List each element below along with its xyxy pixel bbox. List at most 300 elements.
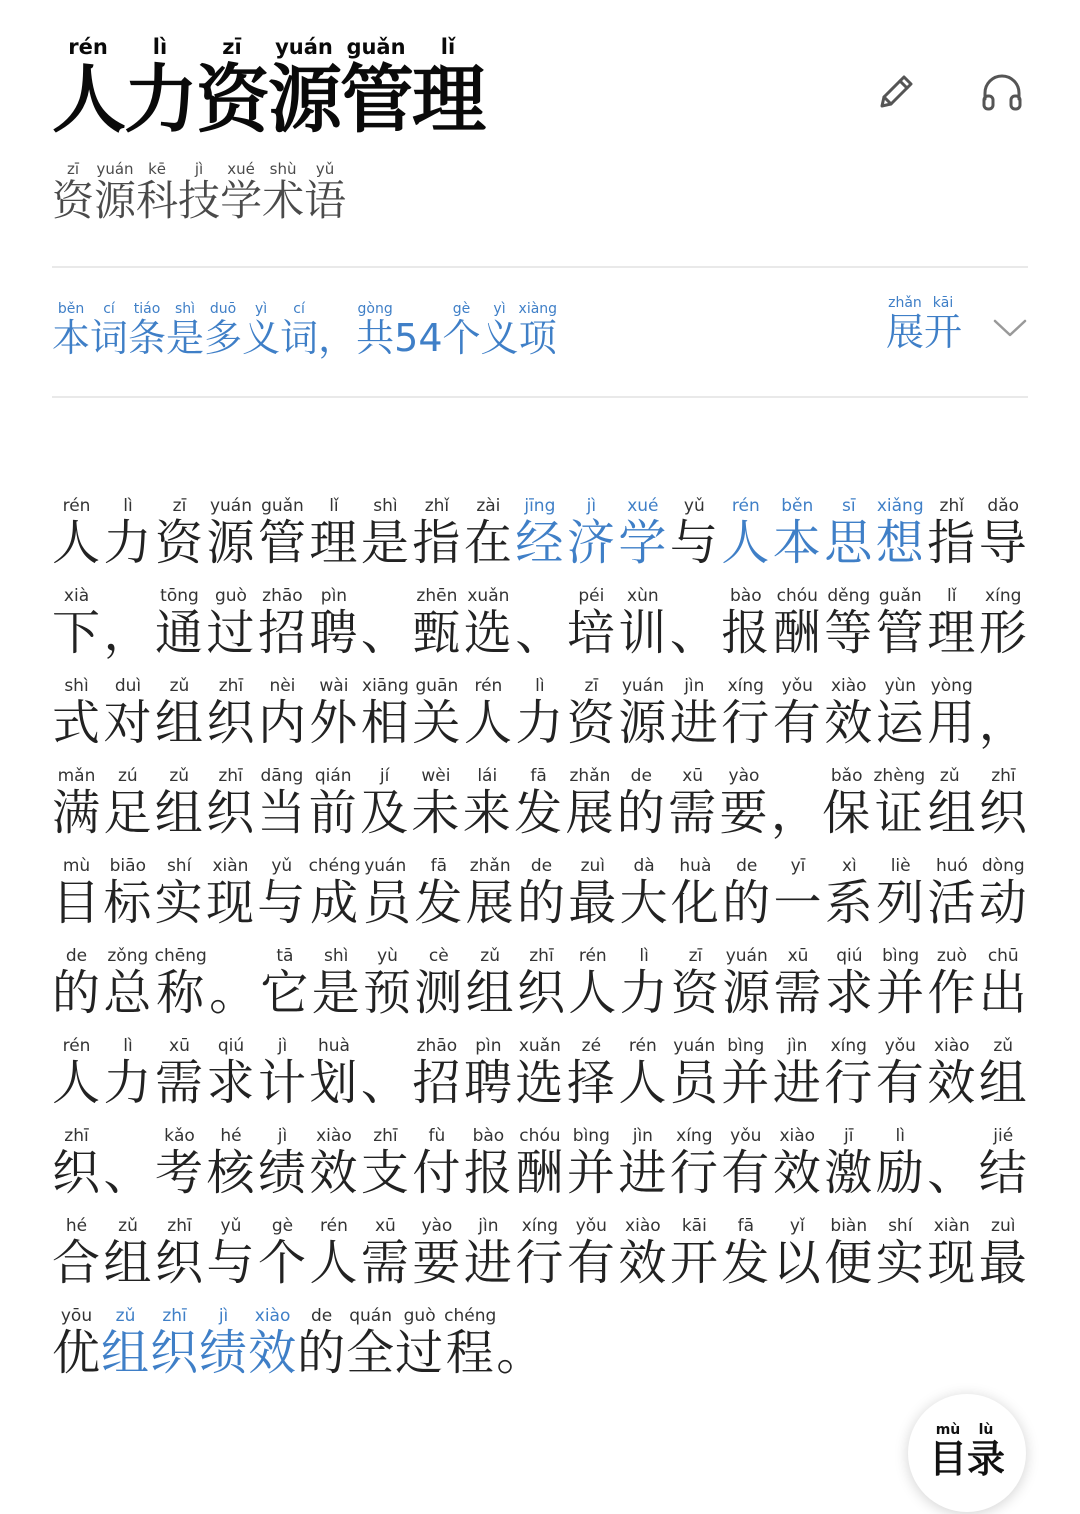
char: 预yù: [363, 946, 415, 1022]
char: 、: [515, 605, 567, 662]
char: 技jì: [178, 160, 221, 225]
pinyin: rén: [309, 1216, 359, 1237]
pinyin: yù: [363, 946, 413, 967]
char: 学xué: [220, 160, 263, 225]
char: 有yǒu: [721, 1126, 773, 1202]
pinyin: xuǎn: [463, 586, 513, 607]
pinyin: jìn: [772, 1036, 822, 1057]
char: 多duō: [204, 301, 243, 361]
pinyin: tiáo: [128, 301, 167, 318]
pinyin: shì: [166, 301, 205, 318]
char: 源yuán: [206, 496, 258, 572]
pinyin: yuán: [618, 676, 668, 697]
char: 效xiào: [824, 676, 876, 752]
pinyin: dòng: [978, 856, 1028, 877]
edit-pencil-icon[interactable]: [870, 66, 922, 118]
pinyin: fā: [514, 766, 564, 787]
char: 付fù: [412, 1126, 464, 1202]
char: 需xū: [154, 1036, 207, 1112]
char: 织zhī: [154, 1216, 207, 1292]
divider: [52, 396, 1028, 398]
char: 展zhǎn: [885, 295, 924, 355]
char: 发fā: [721, 1216, 773, 1292]
pinyin: fā: [414, 856, 464, 877]
char: 称chēng: [154, 946, 207, 1022]
pinyin: jì: [199, 1306, 249, 1327]
pinyin: zhī: [52, 1126, 102, 1147]
pinyin: xū: [668, 766, 718, 787]
link-char[interactable]: 济jì: [566, 496, 619, 572]
pinyin: zǔ: [154, 766, 204, 787]
char: 目mù: [928, 1422, 967, 1481]
char: 用yòng: [927, 676, 979, 752]
pinyin: yǒu: [772, 676, 822, 697]
char: 展zhǎn: [565, 766, 617, 842]
link-char[interactable]: 本běn: [772, 496, 825, 572]
pinyin: xiàn: [205, 856, 255, 877]
pinyin: yǒu: [566, 1216, 616, 1237]
pinyin: xué: [220, 160, 263, 178]
char: 指zhǐ: [412, 496, 464, 572]
pinyin: yǒu: [721, 1126, 771, 1147]
char: 训xùn: [618, 586, 670, 662]
char: 管guǎn: [875, 586, 928, 662]
char: 活huó: [927, 856, 979, 932]
pinyin: de: [616, 766, 666, 787]
pinyin: zhī: [154, 1216, 204, 1237]
char: 需xū: [360, 1216, 413, 1292]
char: 资zī: [196, 35, 268, 143]
char: 织zhī: [516, 946, 569, 1022]
pinyin: yǔ: [206, 1216, 256, 1237]
char: 未wèi: [411, 766, 463, 842]
char: 对duì: [103, 676, 155, 752]
pinyin: jìn: [669, 676, 719, 697]
char: 现xiàn: [205, 856, 258, 932]
pinyin: péi: [566, 586, 616, 607]
pinyin: liè: [876, 856, 926, 877]
pinyin: lì: [103, 496, 153, 517]
polysemy-text[interactable]: [52, 302, 557, 362]
char: 内nèi: [257, 676, 310, 752]
char: 激jī: [824, 1126, 876, 1202]
char: 的de: [297, 1306, 347, 1382]
char: 资zī: [670, 946, 723, 1022]
pinyin: xià: [52, 586, 102, 607]
pinyin: jìn: [463, 1216, 513, 1237]
pinyin: jí: [360, 766, 410, 787]
pinyin: xiào: [618, 1216, 668, 1237]
pinyin: zhī: [206, 676, 256, 697]
char: 支zhī: [360, 1126, 413, 1202]
char: 的de: [516, 856, 569, 932]
char: 及jí: [360, 766, 412, 842]
pinyin: yuán: [206, 496, 256, 517]
pinyin: lǐ: [412, 35, 484, 59]
pinyin: xué: [618, 496, 668, 517]
char: 总zǒng: [103, 946, 155, 1022]
expand-label: [886, 296, 962, 356]
pinyin: bìng: [876, 946, 926, 967]
pinyin: shì: [360, 496, 410, 517]
pinyin: xíng: [515, 1216, 565, 1237]
link-char[interactable]: 人rén: [721, 496, 773, 572]
pinyin: jīng: [515, 496, 565, 517]
char: 行xíng: [824, 1036, 876, 1112]
char: 实shí: [875, 1216, 928, 1292]
pinyin: zài: [463, 496, 513, 517]
pinyin: kāi: [923, 295, 962, 312]
pinyin: dāng: [257, 766, 307, 787]
char: 招zhāo: [412, 1036, 464, 1112]
char: 织zhī: [978, 766, 1028, 842]
char: 选xuǎn: [515, 1036, 567, 1112]
pinyin: wài: [309, 676, 359, 697]
char: 人rén: [52, 35, 124, 143]
pinyin: lái: [462, 766, 512, 787]
pinyin: zǔ: [925, 766, 975, 787]
pinyin: shù: [262, 160, 305, 178]
link-char[interactable]: 思sī: [824, 496, 876, 572]
pinyin: shì: [52, 676, 102, 697]
char: 并bìng: [721, 1036, 773, 1112]
char: 选xuǎn: [463, 586, 516, 662]
pinyin: yòng: [927, 676, 977, 697]
char: 酬chóu: [515, 1126, 567, 1202]
pinyin: rén: [568, 946, 618, 967]
pinyin: kāi: [669, 1216, 719, 1237]
char: 科kē: [136, 160, 179, 225]
pinyin: zhǐ: [927, 496, 977, 517]
pinyin: rén: [52, 496, 102, 517]
char: 管guǎn: [340, 35, 412, 143]
subtitle: [52, 162, 1028, 224]
pinyin: dǎo: [978, 496, 1028, 517]
pinyin: de: [297, 1306, 347, 1327]
char: 测cè: [414, 946, 466, 1022]
char: 开kāi: [669, 1216, 722, 1292]
char: 满mǎn: [52, 766, 104, 842]
char: 考kǎo: [154, 1126, 207, 1202]
char: 理lǐ: [412, 35, 484, 143]
char: 标biāo: [103, 856, 155, 932]
char: 力lì: [619, 946, 671, 1022]
char: 与yǔ: [669, 496, 722, 572]
char: 力lì: [103, 496, 155, 572]
char: 过guò: [206, 586, 258, 662]
char: 行xíng: [515, 1216, 567, 1292]
pinyin: hé: [52, 1216, 102, 1237]
link-char[interactable]: 绩jì: [199, 1306, 249, 1382]
char: 励lì: [875, 1126, 928, 1202]
pinyin: cí: [90, 301, 129, 318]
pinyin: kē: [136, 160, 179, 178]
char: 大dà: [619, 856, 671, 932]
polysemy-notice: [52, 268, 1028, 396]
pinyin: chéng: [444, 1306, 497, 1327]
pinyin: shí: [875, 1216, 925, 1237]
pinyin: nèi: [257, 676, 307, 697]
char: 甄zhēn: [412, 586, 464, 662]
char: ，: [770, 785, 823, 842]
pinyin: pìn: [463, 1036, 513, 1057]
char: 词cí: [90, 301, 129, 361]
char: 、: [927, 1145, 979, 1202]
char: 动dòng: [978, 856, 1028, 932]
char: 织zhī: [206, 676, 258, 752]
char: 人rén: [52, 1036, 104, 1112]
char: 员yuán: [669, 1036, 722, 1112]
char: 需xū: [773, 946, 825, 1022]
char: 个gè: [442, 301, 481, 361]
pinyin: guò: [206, 586, 256, 607]
pinyin: yuán: [722, 946, 772, 967]
char: 外wài: [309, 676, 361, 752]
header: [52, 0, 1028, 148]
char: 聘pìn: [309, 586, 361, 662]
char: 源yuán: [722, 946, 774, 1022]
pinyin: mù: [52, 856, 101, 877]
pinyin: yǐ: [772, 1216, 822, 1237]
char: 并bìng: [876, 946, 928, 1022]
pinyin: huà: [670, 856, 720, 877]
link-char[interactable]: 学xué: [618, 496, 670, 572]
pinyin: lì: [619, 946, 669, 967]
pinyin: huà: [309, 1036, 359, 1057]
pinyin: dà: [619, 856, 669, 877]
char: 有yǒu: [772, 676, 825, 752]
char: 效xiào: [309, 1126, 361, 1202]
pinyin: wèi: [411, 766, 461, 787]
header-actions: [870, 66, 1028, 118]
char: 培péi: [566, 586, 619, 662]
pinyin: xíng: [824, 1036, 874, 1057]
toc-button[interactable]: [908, 1394, 1026, 1512]
char: 。: [496, 1325, 546, 1382]
char: 出chū: [978, 946, 1028, 1022]
pinyin: guǎn: [257, 496, 307, 517]
char: 需xū: [668, 766, 720, 842]
pinyin: jì: [257, 1126, 307, 1147]
chevron-down-icon: [992, 304, 1028, 348]
char: ，: [318, 316, 357, 361]
char: 最zuì: [568, 856, 620, 932]
pinyin: yuán: [268, 35, 340, 59]
pinyin: bìng: [566, 1126, 616, 1147]
pinyin: xiào: [824, 676, 874, 697]
pinyin: děng: [824, 586, 874, 607]
pinyin: xū: [773, 946, 823, 967]
pinyin: guān: [412, 676, 462, 697]
pinyin: jìn: [618, 1126, 668, 1147]
pinyin: qiú: [206, 1036, 256, 1057]
pinyin: jì: [566, 496, 616, 517]
char: 本běn: [52, 301, 91, 361]
char: 化huà: [670, 856, 723, 932]
pinyin: zuò: [927, 946, 977, 967]
char: 人rén: [52, 496, 104, 572]
pinyin: lù: [967, 1422, 1006, 1438]
char: 证zhèng: [873, 766, 926, 842]
char: 导dǎo: [978, 496, 1028, 572]
char: 相xiāng: [360, 676, 413, 752]
char: 源yuán: [94, 160, 137, 225]
char: 项xiàng: [518, 301, 558, 361]
char: 力lì: [124, 35, 196, 143]
pinyin: kǎo: [154, 1126, 204, 1147]
pinyin: chéng: [308, 856, 361, 877]
char: 是shì: [360, 496, 413, 572]
link-char[interactable]: 经jīng: [515, 496, 567, 572]
char: 报bào: [721, 586, 773, 662]
pinyin: tā: [260, 946, 310, 967]
pinyin: rén: [52, 35, 124, 59]
pinyin: xì: [824, 856, 874, 877]
char: 发fā: [414, 856, 466, 932]
pinyin: gòng: [356, 301, 395, 318]
char: 是shì: [166, 301, 205, 361]
char: 行xíng: [669, 1126, 722, 1202]
char: 的de: [616, 766, 669, 842]
char: 划huà: [309, 1036, 361, 1112]
pinyin: chóu: [772, 586, 822, 607]
char: 足zú: [103, 766, 155, 842]
pinyin: shí: [154, 856, 204, 877]
char: 保bǎo: [822, 766, 874, 842]
pinyin: xiào: [927, 1036, 977, 1057]
pinyin: zuì: [568, 856, 618, 877]
char: 式shì: [52, 676, 104, 752]
char: 与yǔ: [206, 1216, 258, 1292]
char: 聘pìn: [463, 1036, 516, 1112]
pinyin: mǎn: [52, 766, 102, 787]
char: 的de: [722, 856, 774, 932]
pinyin: zhī: [516, 946, 566, 967]
char: 报bào: [463, 1126, 516, 1202]
pinyin: yuán: [360, 856, 410, 877]
pinyin: lì: [515, 676, 565, 697]
pinyin: yī: [773, 856, 823, 877]
char: 术shù: [262, 160, 305, 225]
pinyin: yùn: [875, 676, 925, 697]
pinyin: mù: [928, 1422, 967, 1438]
char: 资zī: [566, 676, 619, 752]
char: 程chéng: [444, 1306, 497, 1382]
pinyin: zuì: [978, 1216, 1028, 1237]
char: 进jìn: [669, 676, 722, 752]
char: 进jìn: [618, 1126, 670, 1202]
pinyin: zhǐ: [412, 496, 462, 517]
headphones-icon[interactable]: [976, 66, 1028, 118]
pinyin: hé: [206, 1126, 256, 1147]
pinyin: guò: [395, 1306, 445, 1327]
char: 便biàn: [824, 1216, 876, 1292]
pinyin: xiào: [309, 1126, 359, 1147]
pinyin: zú: [103, 766, 153, 787]
pinyin: zhèng: [873, 766, 926, 787]
pinyin: de: [516, 856, 566, 877]
pinyin: zī: [196, 35, 268, 59]
char: 在zài: [463, 496, 516, 572]
char: 效xiào: [618, 1216, 670, 1292]
char: 进jìn: [463, 1216, 516, 1292]
pinyin: duì: [103, 676, 153, 697]
pinyin: qiú: [824, 946, 874, 967]
char: 个gè: [257, 1216, 310, 1292]
pinyin: de: [722, 856, 772, 877]
pinyin: quán: [346, 1306, 396, 1327]
pinyin: zhī: [978, 766, 1028, 787]
char: 员yuán: [360, 856, 415, 932]
pinyin: lì: [103, 1036, 153, 1057]
char: 实shí: [154, 856, 206, 932]
char: ，: [978, 695, 1028, 752]
char: 过guò: [395, 1306, 445, 1382]
link-char[interactable]: 组zǔ: [101, 1306, 151, 1382]
char: 求qiú: [206, 1036, 258, 1112]
link-char[interactable]: 想xiǎng: [875, 496, 928, 572]
char: 当dāng: [257, 766, 309, 842]
pinyin: xùn: [618, 586, 668, 607]
char: 人rén: [309, 1216, 361, 1292]
char: 它tā: [260, 946, 312, 1022]
pinyin: běn: [52, 301, 90, 318]
pinyin: jī: [824, 1126, 874, 1147]
pinyin: shì: [311, 946, 361, 967]
pinyin: yǔ: [669, 496, 719, 517]
pinyin: rén: [463, 676, 513, 697]
char: 以yǐ: [772, 1216, 825, 1292]
char: 绩jì: [257, 1126, 310, 1202]
pinyin: xū: [154, 1036, 204, 1057]
char: 组zǔ: [465, 946, 517, 1022]
pinyin: cí: [280, 301, 319, 318]
pinyin: zǔ: [103, 1216, 153, 1237]
pinyin: zī: [154, 496, 204, 517]
char: 最zuì: [978, 1216, 1028, 1292]
pinyin: zī: [52, 160, 95, 178]
pinyin: zǔ: [154, 676, 204, 697]
char: 成chéng: [308, 856, 361, 932]
char: 指zhǐ: [927, 496, 979, 572]
pinyin: zhǎn: [565, 766, 615, 787]
expand-button[interactable]: [886, 296, 1028, 356]
pinyin: zhī: [360, 1126, 410, 1147]
char: 全quán: [346, 1306, 396, 1382]
pinyin: pìn: [309, 586, 359, 607]
char: 人rén: [568, 946, 620, 1022]
char: 求qiú: [824, 946, 877, 1022]
pinyin: xiào: [248, 1306, 298, 1327]
char: 效xiào: [927, 1036, 979, 1112]
char: 结jié: [978, 1126, 1028, 1202]
char: 效xiào: [772, 1126, 825, 1202]
pinyin: bào: [721, 586, 771, 607]
char: 行xíng: [721, 676, 773, 752]
pinyin: yì: [480, 301, 519, 318]
pinyin: zhēn: [412, 586, 462, 607]
pinyin: yuán: [94, 160, 137, 178]
link-char[interactable]: 效xiào: [248, 1306, 298, 1382]
pinyin: biāo: [103, 856, 153, 877]
link-char[interactable]: 织zhī: [150, 1306, 200, 1382]
pinyin: zhǎn: [885, 295, 924, 312]
pinyin: tōng: [154, 586, 204, 607]
char: 语yǔ: [304, 160, 347, 225]
char: 作zuò: [927, 946, 979, 1022]
pinyin: yuán: [669, 1036, 719, 1057]
char: 核hé: [206, 1126, 258, 1202]
